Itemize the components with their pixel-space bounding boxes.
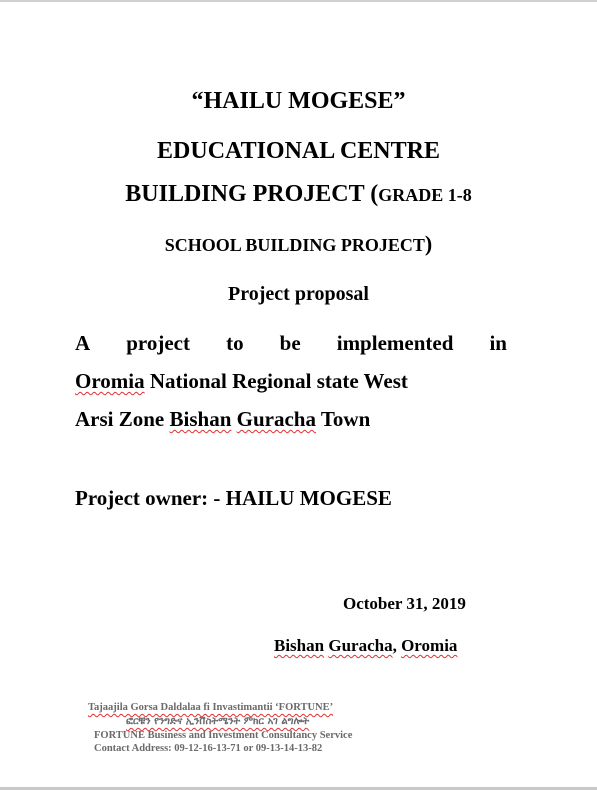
implementation-line-1	[75, 331, 507, 356]
impl-word: to	[226, 331, 244, 355]
implementation-line-3	[75, 407, 507, 432]
impl-word: be	[279, 331, 301, 355]
place-guracha: Guracha	[328, 636, 393, 655]
title-line-4	[0, 231, 597, 257]
proposal-label: Project proposal	[228, 283, 369, 305]
word-bishan: Bishan	[169, 407, 232, 431]
implementation-line-3-end: Town	[315, 407, 371, 431]
footer-line-amharic: ፎርቹን የንግድና ኢንቨስትሜንት ምክር አገ ልግሎት	[126, 716, 310, 727]
implementation-line-2-rest: National Regional state West	[144, 369, 408, 393]
title-line-3-grade: GRADE 1-8	[378, 185, 472, 205]
impl-word: in	[489, 331, 507, 355]
project-owner: Project owner: - HAILU MOGESE	[75, 486, 392, 510]
impl-word: project	[126, 331, 190, 355]
document-place	[274, 636, 457, 656]
word-oromia: Oromia	[75, 369, 145, 393]
comma: ,	[392, 636, 402, 655]
impl-word: implemented	[336, 331, 454, 355]
place-oromia: Oromia	[401, 636, 458, 655]
implementation-line-3-start: Arsi Zone	[75, 407, 170, 431]
title-line-2: EDUCATIONAL CENTRE	[157, 138, 440, 164]
page-top-edge	[0, 0, 597, 2]
impl-word: A	[75, 331, 91, 355]
title-line-4-text: SCHOOL BUILDING PROJECT	[164, 235, 425, 255]
footer-contact: Contact Address: 09-12-16-13-71 or 09-13-14-13-82	[94, 743, 323, 754]
title-line-3	[0, 181, 597, 208]
place-bishan: Bishan	[274, 636, 325, 655]
implementation-line-2	[75, 369, 507, 394]
title-line-3-main: BUILDING PROJECT (	[125, 181, 379, 207]
footer-line-english: FORTUNE Business and Investment Consultancy Service	[94, 730, 353, 741]
title-line-4-paren: )	[424, 231, 433, 256]
word-guracha: Guracha	[236, 407, 316, 431]
title-line-1: “HAILU MOGESE”	[191, 88, 406, 114]
footer-line-oromo: Tajaajila Gorsa Daldalaa fi Invastimantii ‘FORTUNE’	[88, 702, 334, 713]
document-date: October 31, 2019	[343, 594, 466, 613]
